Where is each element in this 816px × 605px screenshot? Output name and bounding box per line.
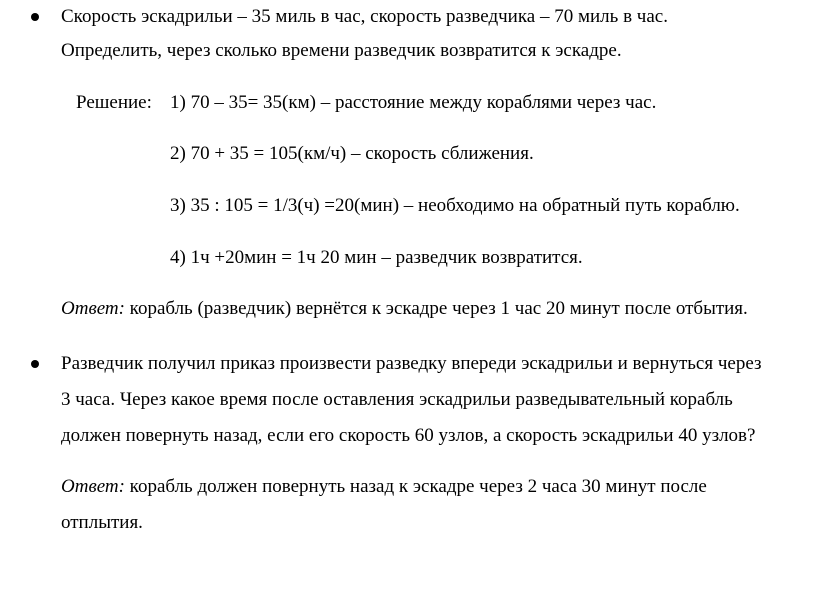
bullet-problem-1 [31, 13, 39, 21]
solution-step-2: 2) 70 + 35 = 105(км/ч) – скорость сближения. [170, 143, 534, 164]
bullet-problem-2 [31, 360, 39, 368]
solution-step-1: 1) 70 – 35= 35(км) – расстояние между кораблями через час. [170, 92, 657, 113]
problem-2-answer-cont: отплытия. [61, 512, 143, 533]
answer-text: корабль (разведчик) вернётся к эскадре через 1 час 20 минут после отбытия. [124, 298, 748, 319]
problem-2-line-2: 3 часа. Через какое время после оставления эскадрильи разведывательный корабль [61, 389, 733, 410]
problem-1-line-2: Определить, через сколько времени разведчик возвратится к эскадре. [61, 40, 622, 61]
answer-label: Ответ: [61, 298, 125, 319]
problem-1-answer [61, 298, 748, 320]
solution-step-3: 3) 35 : 105 = 1/3(ч) =20(мин) – необходимо на обратный путь кораблю. [170, 195, 740, 216]
problem-2-line-1: Разведчик получил приказ произвести разведку впереди эскадрильи и вернуться через [61, 353, 762, 374]
solution-step-4: 4) 1ч +20мин = 1ч 20 мин – разведчик возвратится. [170, 247, 583, 268]
answer-label-2: Ответ: [61, 476, 125, 497]
solution-label: Решение: [76, 92, 152, 113]
answer-text-2: корабль должен повернуть назад к эскадре через 2 часа 30 минут после [124, 476, 707, 497]
problem-1-line-1: Скорость эскадрильи – 35 миль в час, скорость разведчика – 70 миль в час. [61, 6, 668, 27]
problem-2-line-3: должен повернуть назад, если его скорость 60 узлов, а скорость эскадрильи 40 узлов? [61, 425, 756, 446]
problem-2-answer [61, 476, 707, 498]
